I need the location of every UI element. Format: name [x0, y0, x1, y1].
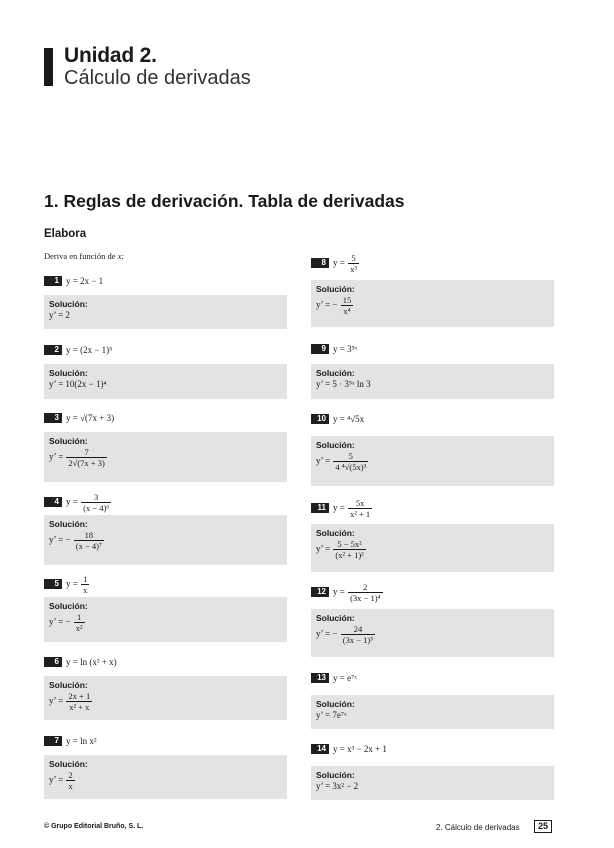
fraction: $\frac{18}{\text{(x − 4)⁷}}$ [75, 530, 102, 551]
solution-equation: y’ = 5 · 3⁵ˣ ln 3 [316, 379, 371, 389]
solution-equation: y’ = 2 [49, 310, 70, 320]
section-title: 1. Reglas de derivación. Tabla de derivadas [44, 191, 405, 211]
exercise-equation: y = $\frac{1}{x}$ [66, 573, 88, 595]
exercise-8 [311, 251, 360, 275]
exercise-number: 5 [44, 579, 62, 589]
exercise-number: 3 [44, 413, 62, 423]
exercise-number: 11 [311, 503, 329, 513]
fraction: $\frac{2}{\text{(3x − 1)⁴}}$ [350, 581, 381, 603]
exercise-1 [44, 273, 103, 289]
page-number: 25 [534, 820, 552, 833]
exercise-equation: y = (2x − 1)⁵ [66, 345, 113, 355]
solution-box [44, 295, 287, 329]
exercise-equation: y = x³ − 2x + 1 [333, 744, 387, 754]
exercise-14 [311, 741, 387, 757]
solution-box [311, 436, 554, 486]
solution-label: Solución: [316, 699, 355, 709]
unit-number: Unidad 2. [64, 44, 157, 67]
solution-equation: y’ = $\frac{5}{\text{4 ⁴√(5x)³}}$ [316, 451, 367, 472]
exercise-equation: y = e⁷ˣ [333, 673, 357, 683]
exercise-4 [44, 490, 112, 514]
fraction: $\frac{15}{\text{x⁴}}$ [342, 295, 352, 316]
solution-equation: y’ = − $\frac{15}{\text{x⁴}}$ [316, 295, 352, 316]
exercise-number: 8 [311, 258, 329, 268]
solution-label: Solución: [316, 368, 355, 378]
solution-label: Solución: [49, 436, 88, 446]
exercise-equation: y = 3⁵ˣ [333, 344, 358, 354]
exercise-equation: y = $\frac{5x}{\text{x² + 1}}$ [333, 497, 371, 519]
solution-equation: y’ = 7e⁷ˣ [316, 710, 347, 720]
solution-label: Solución: [49, 519, 88, 529]
solution-label: Solución: [316, 284, 355, 294]
solution-box [44, 676, 287, 720]
exercise-number: 12 [311, 587, 329, 597]
solution-equation: y’ = − $\frac{24}{\text{(3x − 1)⁵}}$ [316, 624, 374, 645]
fraction: $\frac{5}{\text{4 ⁴√(5x)³}}$ [335, 451, 367, 472]
fraction: $\frac{3}{\text{(x − 4)⁶}}$ [83, 491, 110, 513]
solution-box [311, 766, 554, 800]
solution-equation: y’ = 10(2x − 1)⁴ [49, 379, 107, 389]
solution-equation: y’ = $\frac{\text{5 − 5x²}}{\text{(x² + 1)²}}$ [316, 539, 364, 560]
exercise-equation: y = ⁴√5x [333, 414, 365, 424]
exercise-9 [311, 341, 357, 357]
exercise-number: 4 [44, 497, 62, 507]
fraction: $\frac{7}{2√(7x + 3)}$ [68, 447, 105, 468]
exercise-equation: y = $\frac{3}{\text{(x − 4)⁶}}$ [66, 491, 110, 513]
exercise-7 [44, 733, 97, 749]
exercise-13 [311, 670, 357, 686]
solution-label: Solución: [316, 613, 355, 623]
fraction: $\frac{\text{5 − 5x²}}{\text{(x² + 1)²}}$ [335, 539, 364, 560]
solution-box [44, 515, 287, 565]
exercise-number: 2 [44, 345, 62, 355]
fraction: $\frac{24}{\text{(3x − 1)⁵}}$ [342, 624, 374, 645]
solution-equation: y’ = $\frac{2x + 1}{\text{x² + x}}$ [49, 691, 91, 712]
solution-equation: y’ = $\frac{2}{x}$ [49, 770, 73, 791]
solution-label: Solución: [49, 299, 88, 309]
solution-box [311, 695, 554, 729]
instruction: Deriva en función de x: [44, 251, 125, 261]
solution-equation: y’ = − $\frac{1}{\text{x²}}$ [49, 612, 83, 633]
exercise-equation: y = $\frac{5}{\text{x³}}$ [333, 252, 357, 274]
publisher-credit: © Grupo Editorial Bruño, S. L. [44, 823, 144, 830]
exercise-2 [44, 342, 112, 358]
solution-label: Solución: [316, 440, 355, 450]
fraction: $\frac{5x}{\text{x² + 1}}$ [350, 497, 371, 519]
solution-label: Solución: [49, 368, 88, 378]
exercise-5 [44, 572, 90, 596]
exercise-number: 7 [44, 736, 62, 746]
fraction: $\frac{2x + 1}{\text{x² + x}}$ [68, 691, 91, 712]
exercise-number: 9 [311, 344, 329, 354]
fraction: $\frac{5}{\text{x³}}$ [350, 252, 357, 274]
exercise-number: 1 [44, 276, 62, 286]
exercise-10 [311, 411, 364, 427]
solution-equation: y’ = − $\frac{18}{\text{(x − 4)⁷}}$ [49, 530, 102, 551]
exercise-equation: y = ln x² [66, 736, 97, 746]
exercise-number: 14 [311, 744, 329, 754]
unit-marker-bar [44, 48, 53, 86]
exercise-12 [311, 580, 384, 604]
solution-label: Solución: [316, 770, 355, 780]
solution-box [44, 597, 287, 642]
solution-label: Solución: [49, 759, 88, 769]
exercise-equation: y = 2x − 1 [66, 276, 104, 286]
solution-box [44, 364, 287, 399]
solution-box [311, 524, 554, 572]
exercise-11 [311, 496, 373, 520]
subsection-title: Elabora [44, 228, 87, 240]
exercise-equation: y = $\frac{2}{\text{(3x − 1)⁴}}$ [333, 581, 381, 603]
solution-box [44, 432, 287, 482]
exercise-number: 6 [44, 657, 62, 667]
exercise-equation: y = ln (x² + x) [66, 657, 117, 667]
exercise-number: 10 [311, 414, 329, 424]
fraction: $\frac{1}{x}$ [83, 573, 88, 595]
exercise-number: 13 [311, 673, 329, 683]
exercise-3 [44, 410, 114, 426]
solution-box [311, 280, 554, 327]
solution-label: Solución: [316, 528, 355, 538]
solution-label: Solución: [49, 601, 88, 611]
fraction: $\frac{1}{\text{x²}}$ [75, 612, 83, 633]
solution-equation: y’ = 3x² − 2 [316, 781, 359, 791]
solution-box [311, 609, 554, 657]
solution-equation: y’ = $\frac{7}{2√(7x + 3)}$ [49, 447, 105, 468]
solution-box [311, 364, 554, 399]
exercise-equation: y = √(7x + 3) [66, 413, 115, 423]
solution-label: Solución: [49, 680, 88, 690]
exercise-6 [44, 654, 117, 670]
fraction: $\frac{2}{x}$ [68, 770, 73, 791]
unit-title: Cálculo de derivadas [64, 67, 251, 89]
chapter-footer: 2. Cálculo de derivadas [436, 823, 520, 832]
solution-box [44, 755, 287, 799]
